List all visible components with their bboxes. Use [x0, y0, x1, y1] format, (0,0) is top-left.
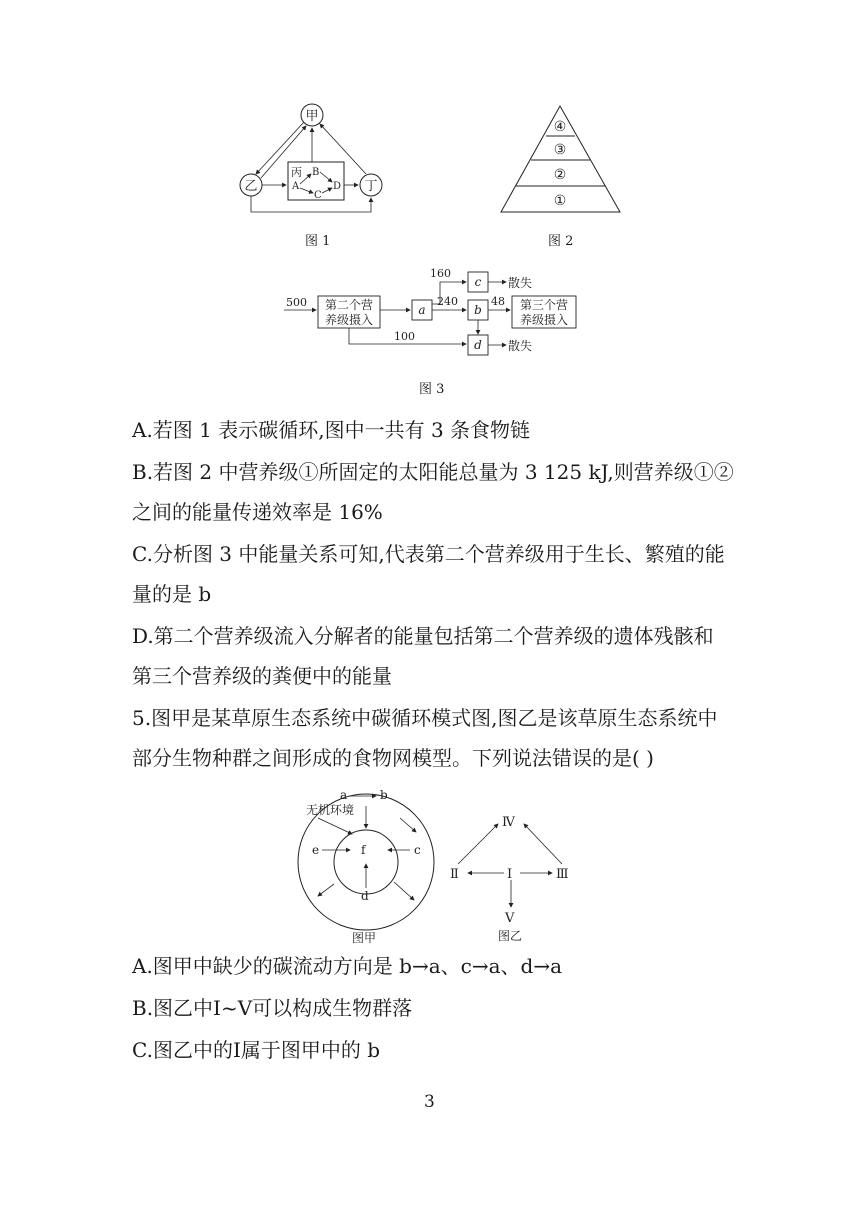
- figure-1-carbon-cycle: [236, 100, 406, 220]
- jia-caption: 图甲: [352, 931, 377, 945]
- q4-option-d-line2: 第三个营养级的粪便中的能量: [132, 664, 392, 688]
- node-jia: 甲: [305, 109, 319, 124]
- q5-option-c: C.图乙中的Ⅰ属于图甲中的 b: [132, 1038, 381, 1062]
- jia-e: e: [312, 843, 320, 857]
- figure-2-caption: 图 2: [548, 234, 574, 249]
- jia-b: b: [380, 788, 388, 802]
- q4-option-d-line1: D.第二个营养级流入分解者的能量包括第二个营养级的遗体残骸和: [132, 624, 714, 648]
- q4-option-b-line2: 之间的能量传递效率是 16%: [132, 500, 383, 524]
- node-ding: 丁: [364, 179, 378, 194]
- jia-c: c: [414, 843, 421, 857]
- node-bing: 丙: [291, 166, 302, 179]
- q4-option-a: A.若图 1 表示碳循环,图中一共有 3 条食物链: [132, 418, 531, 442]
- box-a: a: [418, 303, 426, 317]
- q4-option-c-line1: C.分析图 3 中能量关系可知,代表第二个营养级用于生长、繁殖的能: [132, 542, 725, 566]
- lost-d: 散失: [508, 339, 533, 353]
- val-48: 48: [491, 295, 505, 308]
- node-C: C: [314, 190, 322, 201]
- q4-option-c-line2: 量的是 b: [132, 582, 212, 606]
- yi-V: Ⅴ: [505, 911, 515, 926]
- node-D: D: [333, 181, 342, 192]
- box-b: b: [474, 303, 482, 317]
- val-160: 160: [430, 267, 451, 280]
- val-100: 100: [394, 330, 415, 343]
- q5-stem-line1: 5.图甲是某草原生态系统中碳循环模式图,图乙是该草原生态系统中: [132, 706, 718, 730]
- jia-a: a: [340, 788, 348, 802]
- jia-f: f: [361, 843, 366, 857]
- q4-option-b-line1: B.若图 2 中营养级①所固定的太阳能总量为 3 125 kJ,则营养级①②: [132, 460, 734, 484]
- figure-2-pyramid: [498, 104, 623, 214]
- level-2: ②: [553, 167, 567, 183]
- node-B: B: [312, 167, 320, 178]
- box-second-line1: 第二个营: [324, 298, 374, 312]
- lost-c: 散失: [508, 276, 533, 290]
- box-third-line2: 养级摄入: [519, 313, 569, 327]
- yi-II: Ⅱ: [450, 867, 459, 882]
- q5-option-b: B.图乙中Ⅰ~Ⅴ可以构成生物群落: [132, 996, 413, 1020]
- jia-d: d: [361, 889, 369, 903]
- q5-option-a: A.图甲中缺少的碳流动方向是 b→a、c→a、d→a: [132, 954, 563, 978]
- level-1: ①: [553, 193, 567, 209]
- box-c: c: [474, 275, 482, 289]
- level-4: ④: [553, 119, 567, 135]
- yi-III: Ⅲ: [556, 867, 569, 882]
- node-A: A: [292, 181, 300, 192]
- box-second-line2: 养级摄入: [324, 313, 374, 327]
- yi-IV: Ⅳ: [502, 815, 515, 830]
- figure-yi-food-web: [448, 808, 578, 946]
- page-number: 3: [424, 1092, 435, 1112]
- figure-3-energy-flow: [282, 260, 582, 358]
- node-yi: 乙: [244, 179, 258, 194]
- yi-I: Ⅰ: [507, 867, 513, 882]
- level-3: ③: [553, 142, 567, 158]
- figure-1-caption: 图 1: [305, 234, 331, 249]
- val-240: 240: [437, 295, 458, 308]
- jia-env: 无机环境: [306, 803, 355, 817]
- figure-3-caption: 图 3: [419, 382, 445, 397]
- input-value: 500: [286, 296, 307, 309]
- q5-stem-line2: 部分生物种群之间形成的食物网模型。下列说法错误的是( ): [132, 746, 654, 770]
- box-third-line1: 第三个营: [519, 298, 569, 312]
- box-d: d: [474, 338, 482, 352]
- figure-jia-carbon-cycle: [294, 784, 444, 946]
- yi-caption: 图乙: [498, 929, 523, 943]
